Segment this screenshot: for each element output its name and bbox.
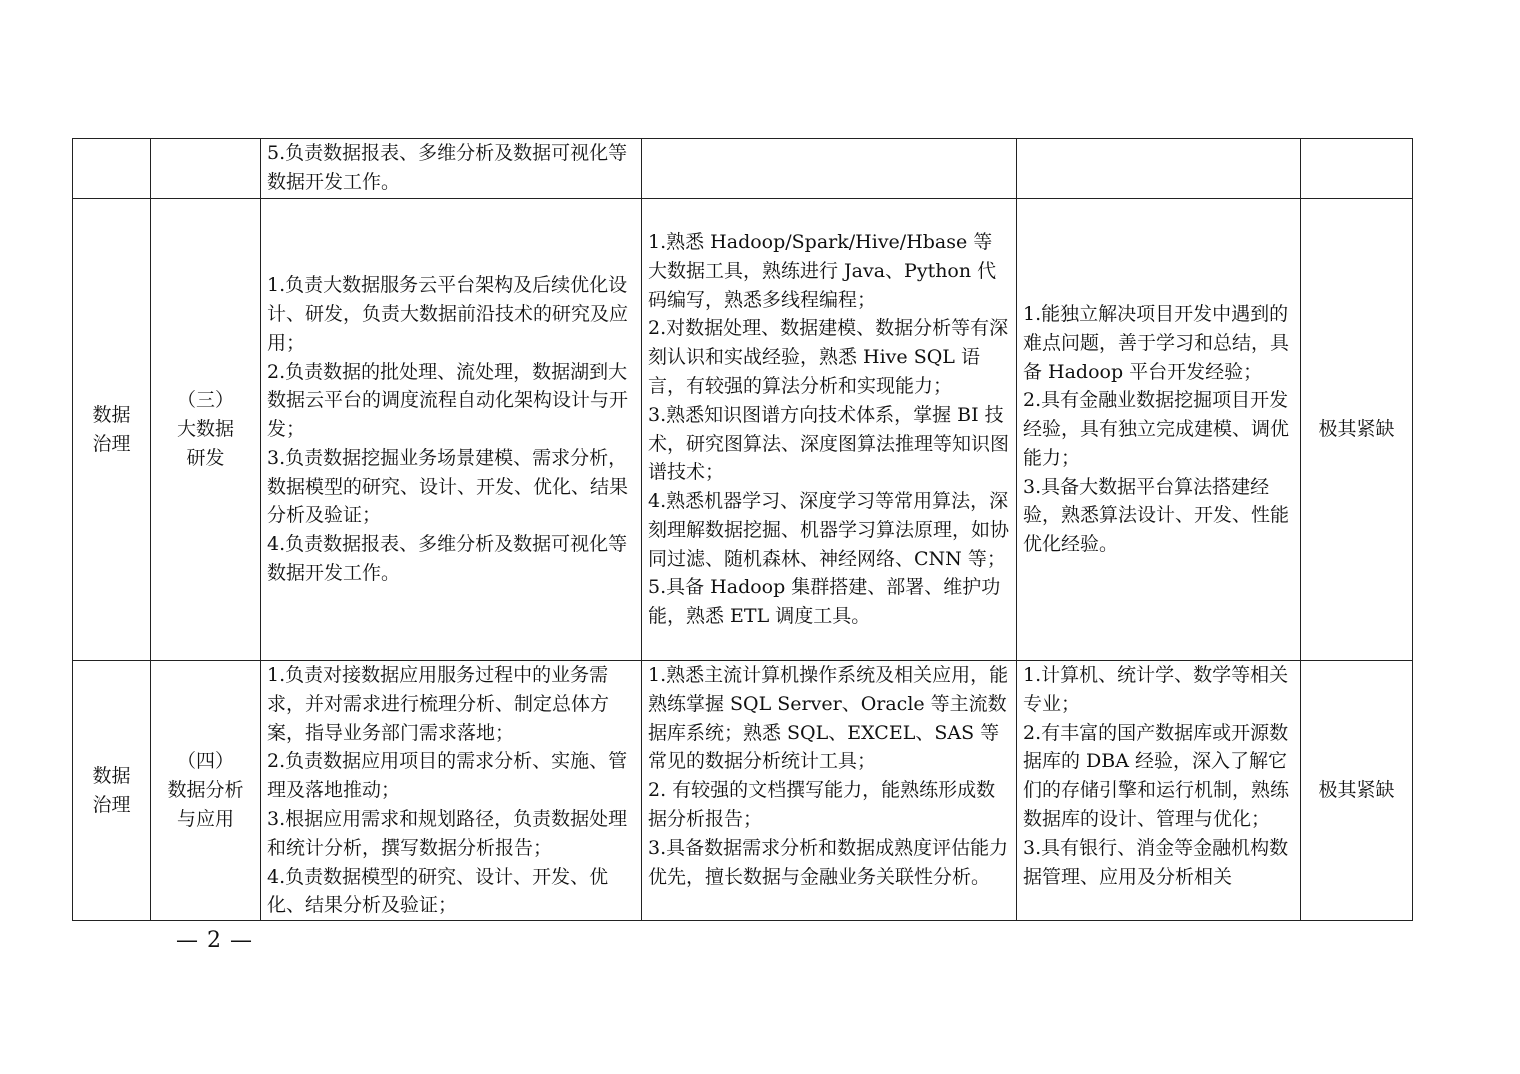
duties-cell-line: 3.负责数据挖掘业务场景建模、需求分析，数据模型的研究、设计、开发、优化、结果分析及验证； [267,446,629,527]
duties-cell-line: 2.负责数据的批处理、流处理，数据湖到大数据云平台的调度流程自动化架构设计与开发； [267,360,629,441]
duties-cell-line: 2.负责数据应用项目的需求分析、实施、管理及落地推动； [267,750,628,802]
position-cell-line: （三） [176,389,234,412]
skills-cell [642,139,1017,199]
table-row [73,199,1413,661]
skills-cell-line: 1.熟悉 Hadoop/Spark/Hive/Hbase 等大数据工具，熟练进行 Java、Python 代码编写，熟悉多线程编程； [648,230,997,311]
skills-cell-line: 4.熟悉机器学习、深度学习等常用算法，深刻理解数据挖掘、机器学习算法原理，如协同过滤、随机森林、神经网络、CNN 等； [648,490,1010,570]
position-cell-line: 研发 [186,446,225,469]
requirements-cell-line: 3.具有银行、消金等金融机构数据管理、应用及分析相关 [1023,836,1289,888]
skills-cell [642,661,1017,921]
position-cell-line: 与应用 [176,807,234,830]
category-cell [73,139,151,199]
requirements-cell-line: 1.计算机、统计学、数学等相关专业； [1023,664,1289,715]
skills-cell-line: 5.具备 Hadoop 集群搭建、部署、维护功能，熟悉 ETL 调度工具。 [648,576,1001,628]
position-cell-line: 数据分析 [167,779,244,802]
position-cell-line: （四） [176,750,234,773]
duties-cell [261,199,642,661]
requirements-cell-line: 2.具有金融业数据挖掘项目开发经验，具有独立完成建模、调优能力； [1023,389,1290,469]
position-cell [151,199,261,661]
skills-cell-line: 3.具备数据需求分析和数据成熟度评估能力优先，擅长数据与金融业务关联性分析。 [648,836,1009,888]
category-cell-line: 治理 [92,432,131,455]
category-cell-line: 数据 [92,403,131,426]
position-table [72,138,1413,921]
position-cell [151,139,261,199]
category-cell-line: 数据 [92,764,131,787]
position-cell-line: 大数据 [176,418,234,441]
requirements-cell [1017,139,1301,199]
category-cell [73,199,151,661]
urgency-cell: 极其紧缺 [1301,199,1413,661]
skills-cell-line: 3.熟悉知识图谱方向技术体系，掌握 BI 技术，研究图算法、深度图算法推理等知识图谱技术； [648,403,1010,484]
requirements-cell-line: 3.具备大数据平台算法搭建经验，熟悉算法设计、开发、性能优化经验。 [1023,475,1290,556]
requirements-cell [1017,199,1301,661]
requirements-cell-line: 1.能独立解决项目开发中遇到的难点问题，善于学习和总结，具备 Hadoop 平台开发经验； [1023,302,1290,383]
category-cell-line: 治理 [92,793,131,816]
urgency-cell [1301,139,1413,199]
page-number: — 2 — [176,928,253,953]
position-cell [151,661,261,921]
duties-cell [261,661,642,921]
category-cell [73,661,151,921]
skills-cell [642,199,1017,661]
duties-cell-line: 4.负责数据模型的研究、设计、开发、优化、结果分析及验证； [267,865,609,917]
skills-cell-line: 2.对数据处理、数据建模、数据分析等有深刻认识和实战经验，熟悉 Hive SQL 语言，有较强的算法分析和实现能力； [648,317,1009,397]
skills-cell-line: 1.熟悉主流计算机操作系统及相关应用，能熟练掌握 SQL Server、Oracle 等主流数据库系统；熟悉 SQL、EXCEL、SAS 等常见的数据分析统计工具； [648,664,1009,773]
duties-cell-line: 4.负责数据报表、多维分析及数据可视化等数据开发工作。 [267,533,628,585]
duties-cell-line: 1.负责对接数据应用服务过程中的业务需求，并对需求进行梳理分析、制定总体方案，指导业务部门需求落地； [267,664,610,744]
urgency-cell: 极其紧缺 [1301,661,1413,921]
duties-cell [261,139,642,199]
requirements-cell [1017,661,1301,921]
duties-cell-line: 5.负责数据报表、多维分析及数据可视化等数据开发工作。 [267,142,628,193]
table-row [73,139,1413,199]
table-body [73,139,1413,921]
duties-cell-line: 3.根据应用需求和规划路径，负责数据处理和统计分析，撰写数据分析报告； [267,807,628,859]
skills-cell-line: 2. 有较强的文档撰写能力，能熟练形成数据分析报告； [648,779,996,830]
requirements-cell-line: 2.有丰富的国产数据库或开源数据库的 DBA 经验，深入了解它们的存储引擎和运行机制，熟练数据库的设计、管理与优化； [1023,721,1290,830]
duties-cell-line: 1.负责大数据服务云平台架构及后续优化设计、研发，负责大数据前沿技术的研究及应用； [267,274,629,354]
table-row [73,661,1413,921]
